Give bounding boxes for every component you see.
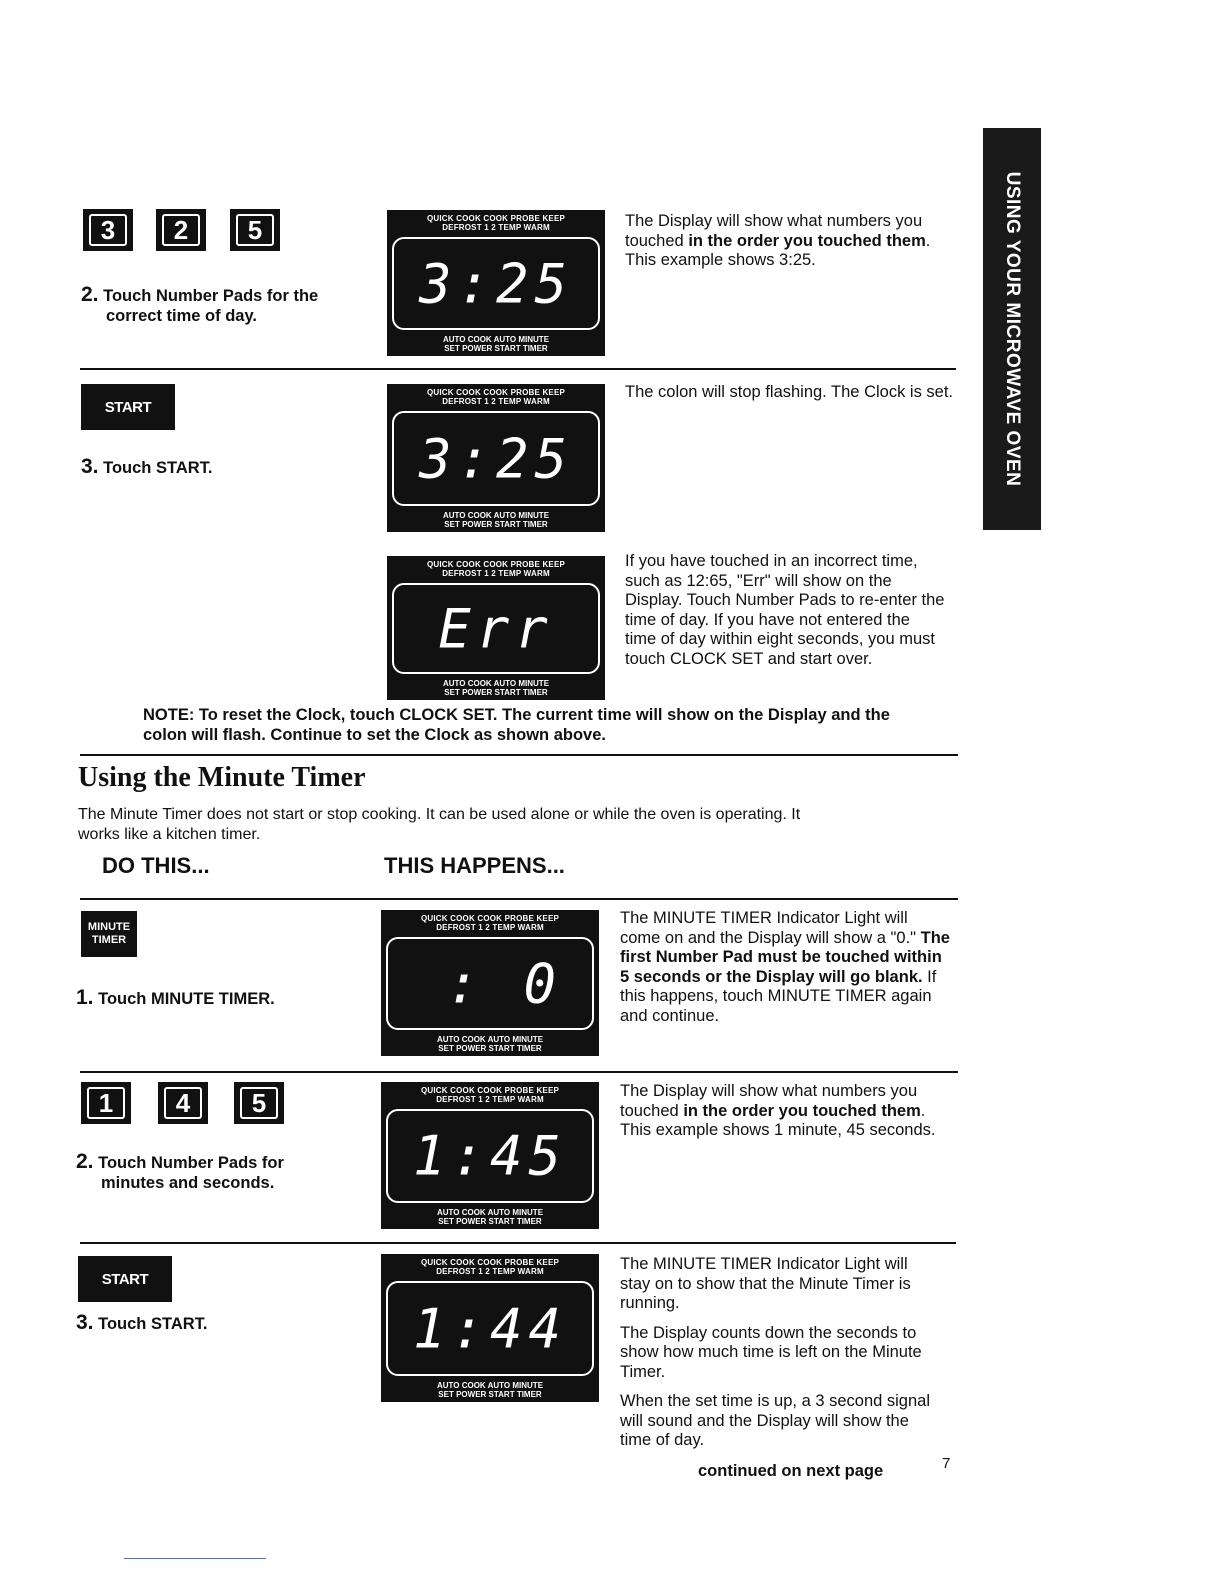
number-pad-2[interactable]: 2 <box>156 209 206 251</box>
number-pad-5[interactable]: 5 <box>230 209 280 251</box>
display-digits: 3:25 <box>418 252 574 315</box>
display-screen <box>392 237 600 330</box>
panel-top-labels: QUICK COOK COOK PROBE KEEP DEFROST 1 2 TEMP WARM <box>426 214 566 232</box>
display-panel-clock-step2 <box>387 210 605 356</box>
clock-step2-label: 2. Touch Number Pads for the correct time of day. <box>81 283 319 325</box>
display-digits: : 0 <box>446 952 562 1015</box>
error-description: If you have touched in an incorrect time, such as 12:65, "Err" will show on the Display. Touch Number Pads to re-enter the time of day. If you have not entered the time of day within eight seconds, you must touch CLOCK SET and start over. <box>625 552 945 668</box>
display-panel-clock-step3: QUICK COOK COOK PROBE KEEP DEFROST 1 2 TEMP WARM 3:25 AUTO COOK AUTO MINUTE SET POWER START TIMER <box>387 384 605 532</box>
col-head-do-this: DO THIS... <box>102 853 210 878</box>
panel-bottom-labels: AUTO COOK AUTO MINUTE SET POWER START TIMER <box>442 335 550 353</box>
number-pad-5[interactable]: 5 <box>234 1082 284 1124</box>
display-panel-error: QUICK COOK COOK PROBE KEEP DEFROST 1 2 TEMP WARM Err AUTO COOK AUTO MINUTE SET POWER START TIMER <box>387 556 605 700</box>
timer-step1-label: 1. Touch MINUTE TIMER. <box>76 986 275 1009</box>
display-digits: Err <box>438 597 554 660</box>
timer-step2-label: 2. Touch Number Pads for minutes and seconds. <box>76 1150 284 1192</box>
timer-step1-description: The MINUTE TIMER Indicator Light will come on and the Display will show a "0." The first Number Pad must be touched within 5 seconds or the Display will go blank. If this happens, touch MINUTE TIMER again and continue. <box>620 909 950 1025</box>
divider <box>80 368 956 370</box>
start-button[interactable]: START <box>78 1256 172 1302</box>
clock-step3-label: 3. Touch START. <box>81 455 213 478</box>
timer-step3-label: 3. Touch START. <box>76 1311 208 1334</box>
continued-footer: continued on next page <box>698 1462 884 1480</box>
number-pad-3[interactable]: 3 <box>83 209 133 251</box>
divider <box>80 898 958 900</box>
page-number: 7 <box>942 1455 951 1472</box>
divider <box>80 754 958 756</box>
timer-intro: The Minute Timer does not start or stop cooking. It can be used alone or while the oven is operating. It works like a kitchen timer. <box>78 806 801 843</box>
display-panel-timer-step3: QUICK COOK COOK PROBE KEEP DEFROST 1 2 TEMP WARM 1:44 AUTO COOK AUTO MINUTE SET POWER START TIMER <box>381 1254 599 1402</box>
bottom-rule <box>124 1558 266 1559</box>
minute-timer-button[interactable]: MINUTE TIMER <box>81 911 137 957</box>
display-digits: 1:44 <box>412 1297 568 1360</box>
display-panel-timer-step1: QUICK COOK COOK PROBE KEEP DEFROST 1 2 TEMP WARM : 0 AUTO COOK AUTO MINUTE SET POWER START TIMER <box>381 910 599 1056</box>
start-button[interactable]: START <box>81 384 175 430</box>
divider <box>80 1071 958 1073</box>
timer-step3-description: The MINUTE TIMER Indicator Light will stay on to show that the Minute Timer is running. The Display counts down the seconds to show how much time is left on the Minute Timer. When the set time is up, a 3 second signal will sound and the Display will show the time of day. <box>620 1255 931 1449</box>
timer-step2-description: The Display will show what numbers you touched in the order you touched them. This example shows 1 minute, 45 seconds. <box>620 1082 936 1139</box>
clock-reset-note: NOTE: To reset the Clock, touch CLOCK SET. The current time will show on the Display and the colon will flash. Continue to set the Clock as shown above. <box>143 706 890 744</box>
display-panel-timer-step2: QUICK COOK COOK PROBE KEEP DEFROST 1 2 TEMP WARM 1:45 AUTO COOK AUTO MINUTE SET POWER START TIMER <box>381 1082 599 1229</box>
number-pad-4[interactable]: 4 <box>158 1082 208 1124</box>
section-title: Using the Minute Timer <box>78 762 366 793</box>
number-pad-1[interactable]: 1 <box>81 1082 131 1124</box>
col-head-this-happens: THIS HAPPENS... <box>384 853 565 878</box>
clock-step3-description: The colon will stop flashing. The Clock is set. <box>625 383 954 401</box>
side-tab <box>983 128 1041 530</box>
clock-step2-description: The Display will show what numbers you touched in the order you touched them. This example shows 3:25. <box>625 212 931 269</box>
display-digits: 1:45 <box>412 1124 568 1188</box>
side-tab-label: USING YOUR MICROWAVE OVEN <box>1002 171 1023 487</box>
display-digits: 3:25 <box>418 427 574 490</box>
divider <box>80 1242 956 1244</box>
